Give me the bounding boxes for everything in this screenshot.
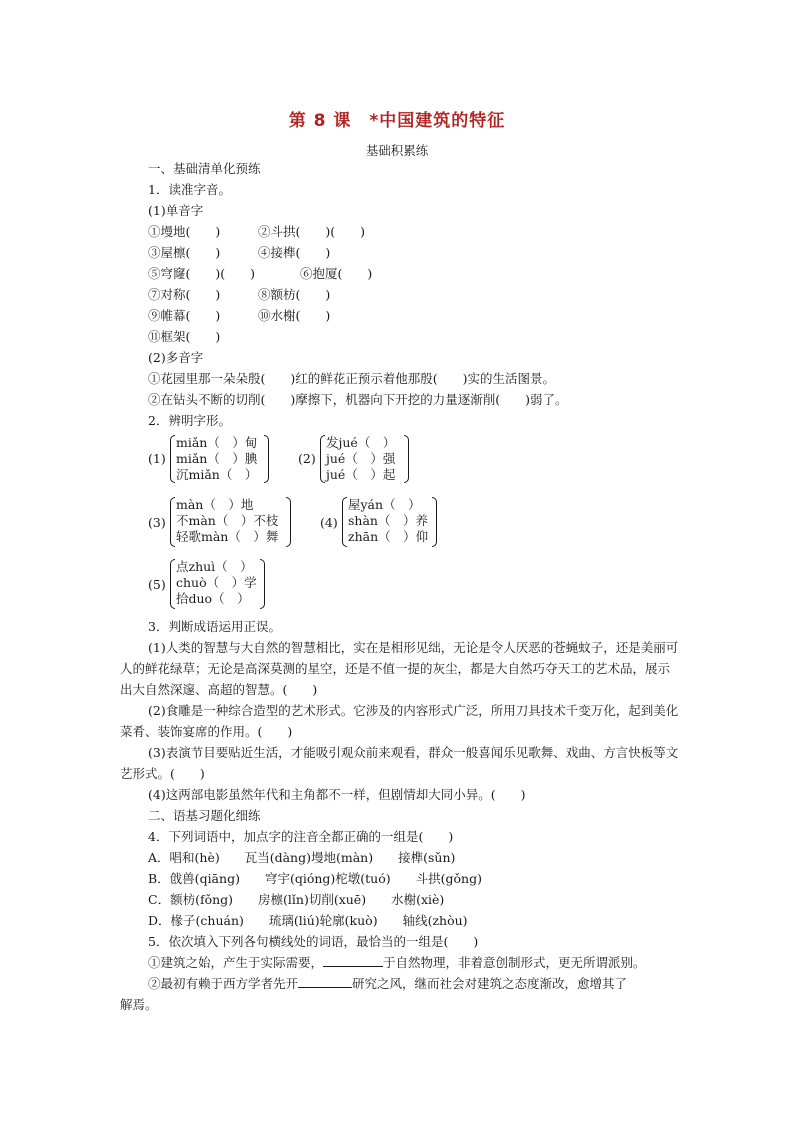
q4-option: B．戗兽(qiāng) 穹宇(qióng)柁墩(tuó) 斗拱(gǒng): [148, 871, 482, 886]
q3-heading: 3．判断成语运用正误。: [148, 619, 281, 634]
q4-option: C．额枋(fǒng) 房檩(lǐn)切削(xuē) 水榭(xiè): [148, 892, 445, 907]
group-number: (5): [148, 577, 166, 592]
section-3: [120, 616, 680, 1015]
right-brace-icon: [260, 559, 265, 609]
q1-sub2: (2)多音字: [148, 350, 204, 365]
section-1-heading: 一、基础清单化预练: [148, 161, 261, 176]
q1-row: [148, 242, 688, 263]
group-line: chuò（ ）学: [176, 575, 257, 590]
right-brace-icon: [432, 497, 437, 547]
fill-blank: [298, 975, 352, 988]
q5-sentence-2-cont: 解焉。: [120, 997, 158, 1012]
q1-item: ③屋檩( ): [148, 245, 221, 260]
q1-item: ⑪框架( ): [148, 329, 221, 344]
fill-blank: [323, 954, 383, 967]
group-number: (3): [148, 515, 166, 530]
right-brace-icon: [264, 435, 269, 483]
q4-option: A．唱和(hè) 瓦当(dàng)墁地(màn) 接榫(sǔn): [148, 850, 456, 865]
q5-sentence-1: [120, 952, 680, 973]
q5-heading: 5．依次填入下列各句横线处的词语，最恰当的一组是( ): [148, 934, 479, 949]
q1-poly-2: ②在钻头不断的切削( )摩擦下，机器向下开挖的力量逐渐削( )弱了。: [148, 392, 568, 407]
q1-row: [148, 305, 688, 326]
left-brace-icon: [170, 559, 175, 609]
q4-option: D．椽子(chuán) 琉璃(liú)轮廓(kuò) 轴线(zhòu): [148, 913, 468, 928]
group-number: (1): [148, 451, 166, 466]
q1-heading: 1．读准字音。: [148, 182, 231, 197]
group-number: (2): [298, 451, 316, 466]
group-line: zhān（ ）仰: [348, 529, 429, 544]
q1-row: [148, 326, 688, 347]
q1-sub1: (1)单音字: [148, 203, 204, 218]
group-line: 拾duo（ ）: [176, 591, 250, 606]
left-brace-icon: [170, 435, 175, 483]
page-title: 第 8 课 *中国建筑的特征: [288, 111, 506, 131]
right-brace-icon: [404, 435, 409, 483]
q5-text: 于自然物理，非着意创制形式，更无所谓派别。: [383, 955, 646, 970]
q1-item: ⑦对称( ): [148, 287, 221, 302]
section-1: [148, 158, 688, 431]
q1-item: ⑩水榭( ): [258, 308, 331, 323]
group-line: jué（ ）强: [326, 451, 396, 466]
q3-item-2: (2)食雕是一种综合造型的艺术形式。它涉及的内容形式广泛，所用刀具技术千变万化，起到美化菜肴、装饰宴席的作用。( ): [120, 703, 679, 739]
q1-item: ①墁地( ): [148, 224, 221, 239]
q5-text: ①建筑之始，产生于实际需要，: [148, 955, 324, 970]
q1-row: [148, 221, 688, 242]
q1-poly-1: ①花园里那一朵朵殷( )红的鲜花正预示着他那殷( )实的生活图景。: [148, 371, 556, 386]
q1-item: ⑤穹窿( )( ): [148, 266, 256, 281]
q2-heading: 2．辨明字形。: [148, 413, 231, 428]
q1-item: ④接榫( ): [258, 245, 331, 260]
page-subtitle: 基础积累练: [365, 143, 429, 158]
q3-item-1: (1)人类的智慧与大自然的智慧相比，实在是相形见绌，无论是令人厌恶的苍蝇蚊子，还是美丽可人的鲜花绿草；无论是高深莫测的星空，还是不值一提的灰尘，都是大自然巧夺天工的艺术品，展示出大自然深邃、高超的智慧。( ): [120, 640, 679, 697]
group-line: jué（ ）起: [326, 467, 396, 482]
group-number: (4): [320, 515, 338, 530]
left-brace-icon: [342, 497, 347, 547]
q1-row: [148, 284, 688, 305]
q1-item: ②斗拱( )( ): [258, 224, 366, 239]
q3-item-4: (4)这两部电影虽然年代和主角都不一样，但剧情却大同小异。( ): [148, 787, 526, 802]
right-brace-icon: [286, 497, 291, 547]
group-line: 轻歌màn（ ）舞: [176, 529, 279, 544]
q1-row: [148, 263, 688, 284]
q2-groups: [148, 433, 688, 606]
q3-item-3: (3)表演节目要贴近生活，才能吸引观众前来观看，群众一般喜闻乐见歌舞、戏曲、方言快板等文艺形式。( ): [120, 745, 679, 781]
group-line: màn（ ）地: [176, 497, 254, 512]
q1-item: ⑧额枋( ): [258, 287, 331, 302]
q1-item: ⑨帷幕( ): [148, 308, 221, 323]
group-line: 屋yán（ ）: [348, 497, 421, 512]
q5-text: 研究之风，继而社会对建筑之态度渐改，愈增其了: [352, 976, 628, 991]
group-line: miǎn（ ）腆: [176, 451, 258, 466]
q5-sentence-2: [120, 973, 680, 994]
group-line: 不màn（ ）不枝: [176, 513, 279, 528]
left-brace-icon: [170, 497, 175, 547]
group-line: shàn（ ）养: [348, 513, 428, 528]
section-2-heading: 二、语基习题化细练: [148, 808, 261, 823]
group-line: miǎn（ ）甸: [176, 435, 258, 450]
left-brace-icon: [320, 435, 325, 483]
q1-item: ⑥抱厦( ): [300, 266, 373, 281]
q4-heading: 4．下列词语中，加点字的注音全都正确的一组是( ): [148, 829, 454, 844]
group-line: 发jué（ ）: [326, 435, 396, 450]
group-line: 沉miǎn（ ）: [176, 467, 258, 482]
group-line: 点zhuì（ ）: [176, 559, 253, 574]
q5-text: ②最初有赖于西方学者先开: [148, 976, 299, 991]
